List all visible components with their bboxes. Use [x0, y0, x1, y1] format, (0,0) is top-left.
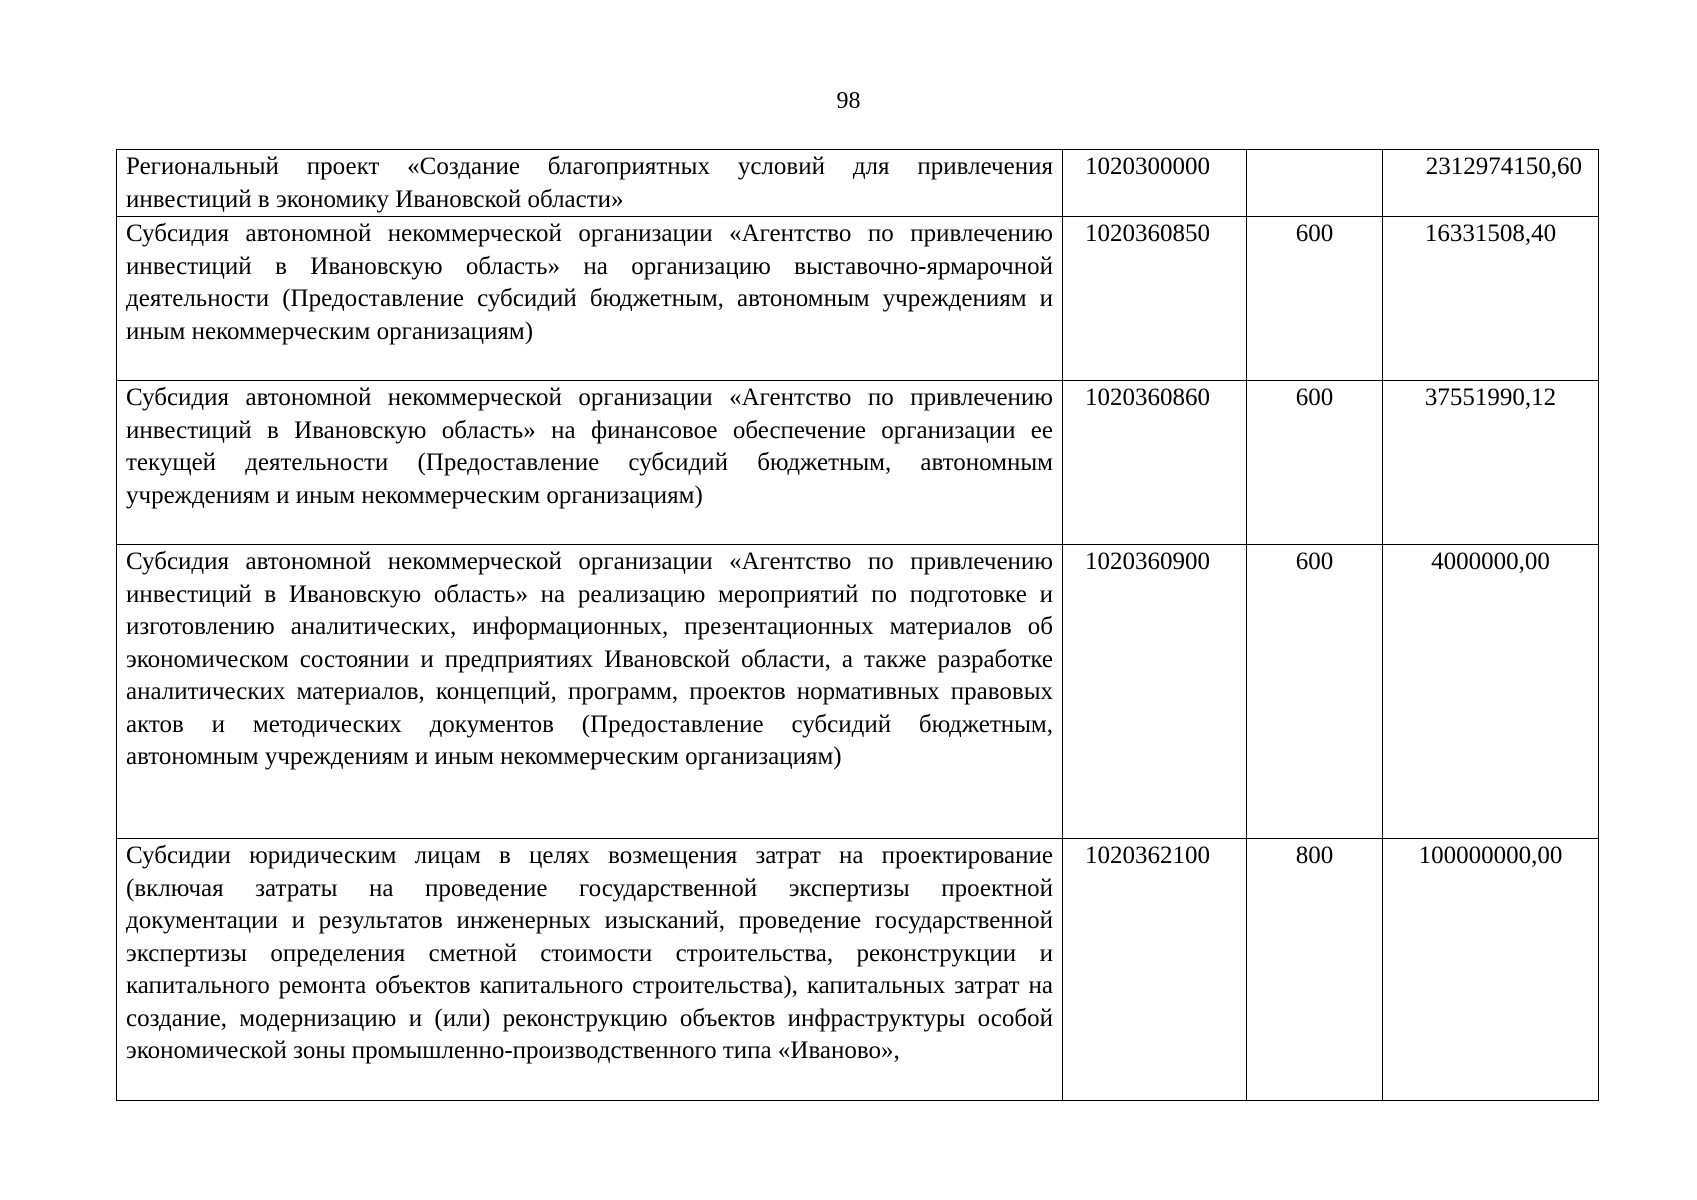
row-description: Субсидии юридическим лицам в целях возмещения затрат на проектирование (включая затраты на проведение государственной экспертизы проектной документации и результатов инженерных изысканий, проведение государственной экспертизы определения сметной стоимости строительства, реконструкции и капитального ремонта объектов капитального строительства), капитальных затрат на создание, модернизацию и (или) реконструкцию объектов инфраструктуры особой экономической зоны промышленно-производственного типа «Иваново»,	[117, 839, 1063, 1101]
row-code: 1020360850	[1063, 217, 1247, 381]
row-description: Субсидия автономной некоммерческой организации «Агентство по привлечению инвестиций в Ивановскую область» на организацию выставочно-ярмарочной деятельности (Предоставление субсидий бюджетным, автономным учреждениям и иным некоммерческим организациям)	[117, 217, 1063, 381]
row-code: 1020300000	[1063, 150, 1247, 217]
row-amount: 37551990,12	[1383, 381, 1599, 545]
row-amount: 4000000,00	[1383, 545, 1599, 839]
row-code: 1020360860	[1063, 381, 1247, 545]
table-row	[117, 150, 1599, 217]
table-row	[117, 545, 1599, 839]
table-row	[117, 839, 1599, 1101]
row-description: Субсидия автономной некоммерческой организации «Агентство по привлечению инвестиций в Ивановскую область» на финансовое обеспечение организации ее текущей деятельности (Предоставление субсидий бюджетным, автономным учреждениям и иным некоммерческим организациям)	[117, 381, 1063, 545]
row-amount: 16331508,40	[1383, 217, 1599, 381]
row-expense-type: 600	[1247, 381, 1383, 545]
row-expense-type	[1247, 150, 1383, 217]
row-expense-type: 600	[1247, 545, 1383, 839]
page-number: 98	[836, 88, 861, 114]
row-amount: 2312974150,60	[1383, 150, 1599, 217]
row-description: Региональный проект «Создание благоприятных условий для привлечения инвестиций в экономику Ивановской области»	[117, 150, 1063, 217]
row-expense-type: 600	[1247, 217, 1383, 381]
budget-table	[116, 149, 1599, 1101]
row-code: 1020360900	[1063, 545, 1247, 839]
table-row	[117, 381, 1599, 545]
row-code: 1020362100	[1063, 839, 1247, 1101]
row-amount: 100000000,00	[1383, 839, 1599, 1101]
table-row	[117, 217, 1599, 381]
row-expense-type: 800	[1247, 839, 1383, 1101]
row-description: Субсидия автономной некоммерческой организации «Агентство по привлечению инвестиций в Ивановскую область» на реализацию мероприятий по подготовке и изготовлению аналитических, информационных, презентационных материалов об экономическом состоянии и предприятиях Ивановской области, а также разработке аналитических материалов, концепций, программ, проектов нормативных правовых актов и методических документов (Предоставление субсидий бюджетным, автономным учреждениям и иным некоммерческим организациям)	[117, 545, 1063, 839]
